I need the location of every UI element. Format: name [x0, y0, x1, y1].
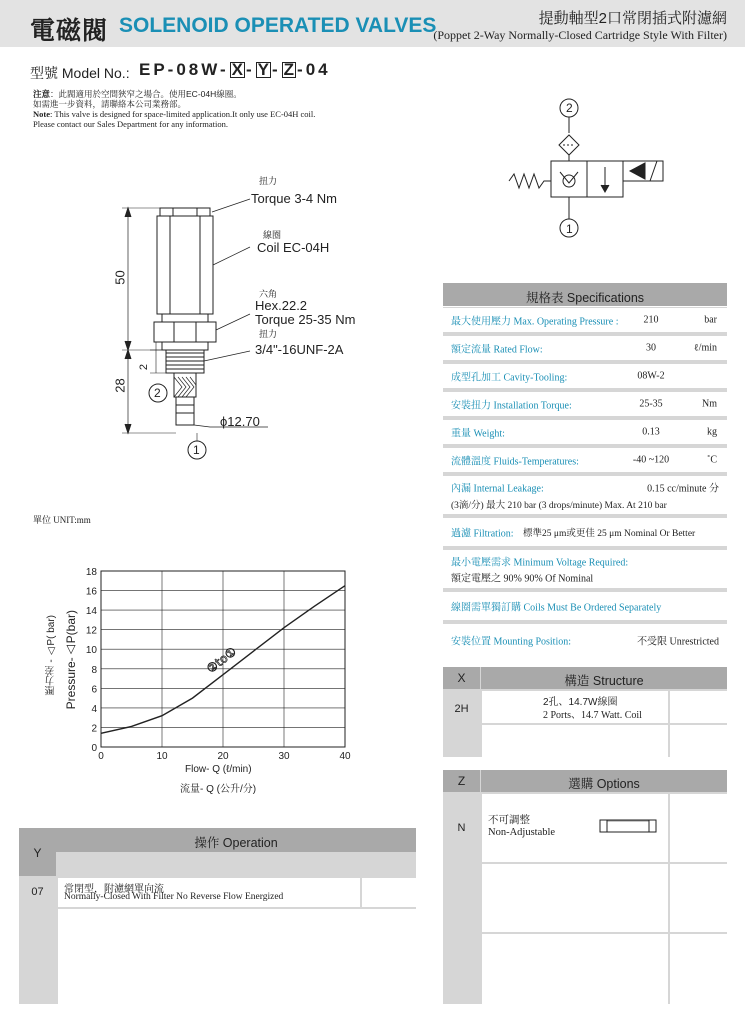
symbol-port-2: 2 — [566, 101, 573, 115]
valve-stem — [176, 397, 194, 425]
spec-unit: Nm — [702, 398, 717, 410]
x-tick-label: 10 — [156, 751, 168, 762]
structure-desc-zh: 2孔、14.7W線圈 — [543, 697, 618, 708]
spec-label: 安裝扭力 Installation Torque: — [451, 400, 572, 412]
hex-zh: 六角 — [259, 289, 278, 299]
operation-key: Y — [33, 846, 42, 860]
options-code: N — [457, 822, 466, 834]
y-tick-label: 16 — [85, 586, 97, 598]
chart-ylabel-zh: 壓力差 - △P( bar) — [46, 615, 57, 696]
note-en-line2: Please contact our Sales Department for any information. — [33, 119, 228, 129]
spec-row-mounting — [443, 624, 727, 656]
symbol-port-1: 1 — [566, 222, 573, 236]
model-dash-2: - — [271, 60, 281, 79]
series-label: ②to① — [204, 644, 240, 677]
spec-filtration-value: 標準25 μm或更佳 25 μm Nominal Or Better — [523, 529, 696, 539]
specs-title: 規格表 Specifications — [525, 291, 645, 305]
x-tick-label: 30 — [278, 751, 290, 762]
spec-row — [443, 448, 727, 474]
spec-voltage-label: 最小電壓需求 Minimum Voltage Required: — [451, 557, 629, 569]
spec-filtration-label: 過濾 Filtration: — [451, 528, 514, 540]
y-tick-label: 2 — [91, 723, 97, 735]
spec-label: 重量 Weight: — [451, 428, 505, 440]
spec-mounting-label: 安裝位置 Mounting Position: — [451, 636, 572, 648]
spec-leakage-label: 內漏 Internal Leakage: — [451, 483, 544, 495]
non-adjustable-icon — [599, 818, 657, 834]
y-tick-label: 10 — [85, 645, 97, 657]
spec-coils-note: 線圈需單獨訂購 Coils Must Be Ordered Separately — [451, 602, 662, 614]
note-zh-label: 注意 — [33, 89, 51, 99]
note-en-line1: : This valve is designed for space-limited application.It only use EC-04H coil. — [50, 109, 316, 119]
model-suffix: -04 — [297, 60, 331, 79]
title-zh: 電磁閥 — [30, 17, 109, 45]
subtitle-zh: 提動軸型2口常閉插式附濾網 — [538, 10, 727, 27]
operation-title: 操作 Operation — [194, 836, 278, 850]
spec-label: 流體溫度 Fluids-Temperatures: — [451, 456, 579, 468]
torque2-zh: 扭力 — [259, 329, 278, 339]
torque-label: Torque 3-4 Nm — [251, 191, 337, 206]
diameter-label: ϕ12.70 — [220, 414, 260, 429]
options-key: Z — [457, 774, 466, 788]
chart-ylabel-en: Pressure-△P(bar) — [64, 610, 78, 710]
y-tick-label: 8 — [91, 664, 97, 676]
y-tick-label: 6 — [91, 684, 97, 696]
x-tick-label: 20 — [217, 751, 229, 762]
model-y-box: Y — [257, 60, 269, 79]
chart-xlabel-en: Flow- Q (ℓ/min) — [185, 764, 252, 775]
valve-hex — [154, 322, 216, 342]
y-tick-label: 0 — [91, 743, 97, 754]
specs-table — [443, 283, 727, 656]
operation-code: 07 — [31, 886, 44, 898]
model-label: 型號 Model No.: — [30, 65, 130, 81]
spec-label: 額定流量 Rated Flow: — [451, 344, 543, 356]
spec-unit: ˚C — [707, 454, 717, 466]
structure-desc-en: 2 Ports、14.7 Watt. Coil — [543, 710, 642, 721]
coil-label: Coil EC-04H — [257, 240, 330, 255]
options-title: 選購 Options — [568, 777, 640, 791]
model-x-box: X — [231, 60, 243, 79]
spec-value: 30 — [646, 342, 656, 354]
x-tick-label: 40 — [339, 751, 351, 762]
note-zh-line1: ：此閥適用於空間狹窄之場合。使用EC-04H線圈。 — [50, 89, 242, 99]
y-tick-label: 12 — [85, 625, 97, 637]
torque-zh: 扭力 — [259, 176, 278, 186]
model-dash-1: - — [245, 60, 255, 79]
thread-label: 3/4"-16UNF-2A — [255, 342, 344, 357]
x-tick-label: 0 — [98, 751, 104, 762]
spec-value: 25-35 — [639, 398, 663, 410]
spec-leakage-value: 0.15 cc/minute 分 — [647, 483, 719, 495]
spec-value: 210 — [643, 314, 659, 326]
options-desc-en: Non-Adjustable — [488, 827, 556, 838]
valve-coil-body — [157, 216, 213, 314]
spec-value: -40 ~120 — [632, 454, 670, 466]
structure-title: 構造 Structure — [564, 674, 644, 688]
spec-row-filtration — [443, 518, 727, 548]
operation-desc-en: Normally-Closed With Filter No Reverse Flow Energized — [64, 892, 284, 902]
port-2-label: 2 — [154, 386, 161, 400]
options-desc-zh: 不可調整 — [488, 814, 530, 826]
operation-table — [19, 828, 416, 1004]
spec-row — [443, 336, 727, 362]
note-en-label: Note — [33, 109, 50, 119]
structure-table — [443, 667, 727, 757]
structure-code: 2H — [454, 703, 469, 715]
subtitle-en: (Poppet 2-Way Normally-Closed Cartridge Style With Filter) — [433, 28, 727, 42]
y-tick-label: 14 — [85, 606, 97, 618]
y-tick-label: 18 — [85, 567, 97, 578]
spec-value: 0.13 — [642, 426, 660, 438]
spec-mounting-value: 不受限 Unrestricted — [637, 636, 719, 648]
spec-row — [443, 420, 727, 446]
spec-row-voltage — [443, 550, 727, 590]
dim-50: 50 — [112, 270, 128, 285]
y-tick-label: 4 — [91, 703, 97, 715]
spec-value: 08W-2 — [637, 370, 665, 382]
spec-voltage-value: 額定電壓之 90% 90% Of Nominal — [451, 573, 594, 585]
dim-28: 28 — [112, 378, 128, 393]
check-valve-box — [551, 161, 587, 197]
spec-label: 最大使用壓力 Max. Operating Pressure : — [451, 316, 619, 328]
spec-row — [443, 392, 727, 418]
unit-label: 單位 UNIT:mm — [33, 515, 91, 525]
spec-row — [443, 364, 727, 390]
options-table — [443, 770, 727, 1004]
hex-label: Hex.22.2 — [255, 298, 308, 313]
structure-key: X — [457, 671, 466, 685]
title-en: SOLENOID OPERATED VALVES — [119, 14, 437, 37]
spec-row-coils — [443, 592, 727, 622]
spring-symbol — [509, 174, 551, 188]
spec-row-leakage — [443, 476, 727, 516]
notes — [33, 89, 315, 129]
port-1-label: 1 — [193, 443, 200, 457]
model-z-box: Z — [283, 60, 295, 79]
coil-zh: 線圈 — [263, 230, 282, 240]
model-code — [139, 60, 331, 80]
spec-unit: ℓ/min — [693, 342, 717, 354]
note-zh-line2: 如需進一步資料，請聯絡本公司業務部。 — [33, 99, 187, 109]
spec-leakage-line2: (3滴/分) 最大 210 bar (3 drops/minute) Max. At 210 bar — [451, 501, 667, 511]
operation-desc-zh: 常閉型，附濾網單向流 — [64, 884, 164, 895]
dim-2: 2 — [138, 363, 151, 371]
spec-label: 成型孔加工 Cavity-Tooling: — [451, 372, 568, 384]
torque2-label: Torque 25-35 Nm — [255, 312, 356, 327]
chart-xlabel-zh: 流量- Q (公升/分) — [180, 784, 257, 795]
spec-unit: bar — [704, 314, 717, 326]
hydraulic-symbol — [500, 97, 675, 247]
valve-top-nut — [160, 208, 210, 216]
spec-row — [443, 308, 727, 334]
model-prefix: EP-08W- — [139, 60, 229, 79]
spec-unit: kg — [707, 426, 717, 438]
